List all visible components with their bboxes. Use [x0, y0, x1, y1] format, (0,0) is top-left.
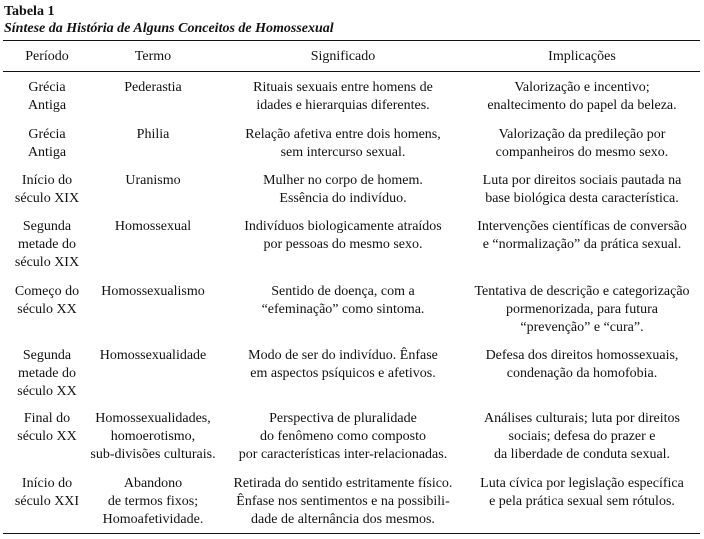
table-bottom-rule — [3, 533, 700, 534]
cell-termo: Uranismo — [125, 173, 181, 188]
header-termo: Termo — [134, 49, 172, 64]
cell-implicacoes: Análises culturais; luta por direitos sociais; defesa do prazer e da liberdade de conduta sexual. — [484, 411, 680, 462]
cell-implicacoes: Tentativa de descrição e categorização pormenorizada, para futura “prevenção” e “cura”. — [474, 284, 690, 335]
cell-periodo: Início do século XXI — [14, 476, 80, 509]
cell-implicacoes: Defesa dos direitos homossexuais, condenação da homofobia. — [485, 348, 679, 381]
cell-periodo: Segunda metade do século XX — [17, 348, 77, 399]
table-label: Tabela 1 — [4, 4, 55, 19]
cell-periodo: Final do século XX — [17, 411, 77, 444]
cell-significado: Indivíduos biologicamente atraídos por pessoas do mesmo sexo. — [244, 219, 442, 252]
header-periodo: Período — [25, 49, 69, 64]
cell-termo: Philia — [136, 127, 170, 142]
table-top-rule — [3, 40, 700, 41]
cell-periodo: Começo do século XX — [14, 284, 80, 317]
header-significado: Significado — [310, 49, 376, 64]
cell-significado: Modo de ser do indivíduo. Ênfase em aspectos psíquicos e afetivos. — [248, 348, 438, 381]
cell-periodo: Segunda metade do século XIX — [14, 219, 80, 270]
cell-termo: Pederastia — [124, 80, 182, 95]
cell-significado: Mulher no corpo de homem. Essência do indivíduo. — [263, 173, 423, 206]
cell-implicacoes: Luta por direitos sociais pautada na base biológica desta característica. — [482, 173, 682, 206]
cell-periodo: Grécia Antiga — [27, 127, 67, 160]
table-header — [0, 48, 704, 66]
cell-implicacoes: Valorização da predileção por companheiros do mesmo sexo. — [495, 127, 669, 160]
cell-termo: Homossexualidade — [99, 348, 207, 363]
cell-termo: Abandono de termos fixos; Homoafetividade. — [102, 476, 204, 527]
cell-significado: Relação afetiva entre dois homens, sem intercurso sexual. — [245, 127, 441, 160]
cell-implicacoes: Luta cívica por legislação específica e pela prática sexual sem rótulos. — [480, 476, 684, 509]
cell-periodo: Início do século XIX — [14, 173, 80, 206]
cell-implicacoes: Intervenções científicas de conversão e “normalização” da prática sexual. — [477, 219, 687, 252]
cell-significado: Perspectiva de pluralidade do fenômeno como composto por características inter-relacionadas. — [238, 411, 448, 462]
cell-periodo: Grécia Antiga — [27, 80, 67, 113]
table-header-rule — [3, 71, 700, 72]
cell-significado: Retirada do sentido estritamente físico. Ênfase nos sentimentos e na possibili- dade de alternância dos mesmos. — [233, 476, 453, 527]
header-implicacoes: Implicações — [548, 49, 616, 64]
cell-implicacoes: Valorização e incentivo; enaltecimento do papel da beleza. — [487, 80, 677, 113]
cell-termo: Homossexualidades, homoerotismo, sub-divisões culturais. — [90, 411, 216, 462]
cell-termo: Homossexualismo — [101, 284, 205, 299]
cell-significado: Rituais sexuais entre homens de idades e hierarquias diferentes. — [253, 80, 433, 113]
table-caption — [4, 3, 334, 37]
cell-termo: Homossexual — [114, 219, 192, 234]
cell-significado: Sentido de doença, com a “efeminação” como sintoma. — [261, 284, 425, 317]
table-title: Síntese da História de Alguns Conceitos de Homossexual — [4, 21, 334, 36]
